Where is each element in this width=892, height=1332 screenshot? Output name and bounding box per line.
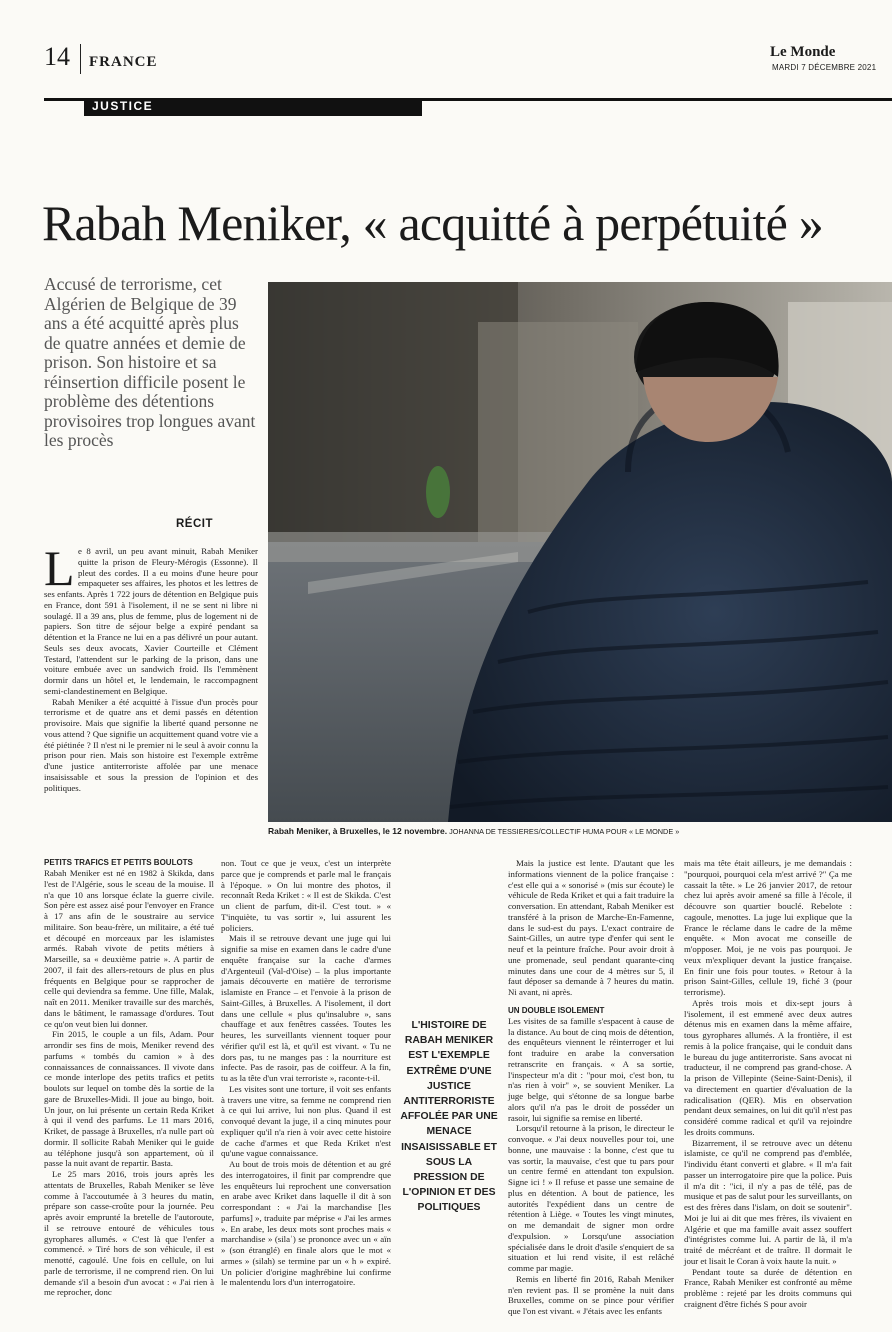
rubric-tag xyxy=(84,98,422,116)
article-column-3 xyxy=(508,858,674,1317)
paragraph: mais ma tête était ailleurs, je me demandais : "pourquoi, pourquoi cela m'est arrivé ?" Ça me cassait la tête. » Le 26 janvier 2017, de retour chez lui après avoir amené sa fille à l'école, il découvre son quartier bouclé. Rebelote : cagoule, menottes. La juge lui explique que la France le réclame dans le cadre de la même enquête. « Mon avocat me conseille de m'opposer. Moi, je ne vois pas pourquoi. Je veux m'expliquer devant la justice française. En finir une fois pour toutes. » Retour à la prison Saint-Gilles, cellule 19, fiché 3 (pour terrorisme). xyxy=(684,858,852,997)
paragraph: Rabah Meniker est né en 1982 à Skikda, dans l'est de l'Algérie, sous le sceau de la mouise. Il n'a que 10 ans lorsque éclate la guerre civile. Son père est assez aisé pour l'envoyer en France à 17 ans afin de le soustraire au service militaire. Son beau-frère, un militaire, a été tué et découpé en morceaux par les islamistes armés. Rabah vivote de petits métiers à Marseille, sa « deuxième patrie ». A partir de 2007, il fait des allers-retours de plus en plus fréquents en Belgique pour se rapprocher de celle qui deviendra sa femme. Une fille, Malak, naît en 2011. Meniker travaille sur des marchés, dans le bâtiment, le ramassage d'ordures. Tout ce qu'on veut bien lui donner. xyxy=(44,868,214,1029)
standfirst: Accusé de terrorisme, cet Algérien de Belgique de 39 ans a été acquitté après plus de quatre années et demie de prison. Son histoire et sa réinsertion difficile posent le problème des détentions provisoires trop longues avant les procès xyxy=(44,274,256,450)
intro-paragraph: Rabah Meniker a été acquitté à l'issue d'un procès pour terrorisme et de quatre ans et demi passés en détention provisoire. Mais que signifie la liberté quand personne ne vous attend ? Que signifie un acquittement quand votre vie a été piétinée ? Il n'est ni le premier ni le seul à avoir connu la prison pour rien. Mais son histoire est l'exemple extrême d'une justice antiterroriste affolée par une menace insaisissable et sous la pression de l'opinion et des politiques. xyxy=(44,696,258,793)
pull-quote: L'HISTOIRE DE RABAH MENIKER EST L'EXEMPLE EXTRÊME D'UNE JUSTICE ANTITERRORISTE AFFOLÉE PAR UNE MENACE INSAISISSABLE ET SOUS LA PRESSION DE L'OPINION ET DES POLITIQUES xyxy=(400,1020,498,1214)
article-column-4 xyxy=(684,858,852,1310)
drop-cap: L xyxy=(44,540,75,596)
paragraph: Remis en liberté fin 2016, Rabah Meniker n'en revient pas. Il se promène la nuit dans Bruxelles, comme on se pince pour vérifier que l'on est vivant. « J'étais avec les enfants xyxy=(508,1273,674,1316)
subheading: PETITS TRAFICS ET PETITS BOULOTS xyxy=(44,858,193,867)
photo-credit: JOHANNA DE TESSIERES/COLLECTIF HUMA POUR « LE MONDE » xyxy=(449,827,680,836)
caption-text: Rabah Meniker, à Bruxelles, le 12 novembre. xyxy=(268,826,448,836)
paragraph: Les visites sont une torture, il voit ses enfants à travers une vitre, sa femme ne comprend rien à ce qui lui arrive, lui non plus. Quand il est convoqué devant la juge, il a cinq minutes pour expliquer qu'il n'a rien à voir avec cette histoire de cache d'armes et que Reda Kriket n'est qu'une vague connaissance. xyxy=(221,1083,391,1159)
section-name: FRANCE xyxy=(89,54,158,70)
header-divider xyxy=(80,44,81,74)
paragraph: Mais la justice est lente. D'autant que les informations viennent de la police française : c'est elle qui a « sonorisé » (mis sur écoute) le véhicule de Reda Kriket et qui a fait traduire la conversation. En attendant, Rabah Meniker est transféré à la prison de Marche-En-Famenne, dans le sud-est du pays. L'exact contraire de Saint-Gilles, un autre type d'enfer qui sent le neuf et la peinture fraîche. Pour avoir droit à une promenade, seul pendant quarante-cinq minutes dans une cour de 4 mètres sur 5, il faut déposer sa demande à 7 heures du matin. Ni avant, ni après. xyxy=(508,858,674,997)
genre-label: RÉCIT xyxy=(176,518,213,530)
paragraph: Bizarrement, il se retrouve avec un détenu islamiste, ce qu'il ne comprend pas d'emblée, l'individu étant converti et glabre. « Il m'a fait passer un interrogatoire pire que la police. Puis il m'a dit : "ici, il n'y a pas de télé, pas de musique et pas de salut pour les surveillants, on est des frères dans l'islam, on doit se soutenir". Moi je lui ai dit que mes frères, ils vivaient en Algérie et que ma famille avait assez souffert d'intégristes comme lui. A partir de là, il m'a traité de mécréant et de traître. Il dormait le jour et lisait le Coran à voix haute la nuit. » xyxy=(684,1137,852,1266)
article-photo xyxy=(268,282,892,822)
subheading: UN DOUBLE ISOLEMENT xyxy=(508,1005,605,1015)
paragraph: Mais il se retrouve devant une juge qui lui signifie sa mise en examen dans le cadre d'une enquête française sur la cache d'armes d'Argenteuil (Val-d'Oise) – la plus importante jamais découverte en matière de terrorisme islamiste en France – et l'envoie à la prison de Saint-Gilles, à Bruxelles. A l'isolement, il dort dans une cellule « plus qu'insalubre », sans chauffage et aux fenêtres cassées. Toutes les heures, les surveillants viennent toquer pour vérifier qu'il est là, et qu'il est vivant. « Tu ne dors pas, tu ne manges pas : la nourriture est infecte. Pas de rasoir, pas de coiffeur. A la fin, tu as la tête d'un vrai terroriste », raconte-t-il. xyxy=(221,933,391,1083)
intro-paragraph: e 8 avril, un peu avant minuit, Rabah Meniker quitte la prison de Fleury-Mérogis (Essonne). Il pleut des cordes. Il a eu moins d'une heure pour empaqueter ses affaires, les photos et les lettres de ses enfants. Après 1 722 jours de détention en Belgique puis en France, dont 591 à l'isolement, il ne se sent ni libre ni soulagé. Il a 39 ans, plus de femme, plus de logement ni de papiers. Son titre de séjour belge a expiré pendant sa détention et la France ne lui en a pas délivré un pour autant. Seuls ses deux avocats, Xavier Courteille et Clément Testard, l'attendent sur le parking de la prison, dans une voiture embuée avec un sandwich froid. Ils l'emmènent dormir dans un hôtel et, le lendemain, le raccompagnent semi-clandestinement en Belgique. xyxy=(44,546,258,696)
paragraph: Fin 2015, le couple a un fils, Adam. Pour arrondir ses fins de mois, Meniker revend des parfums « tombés du camion » à des connaissances de connaissances. Il vivote dans ce monde interlope des petits trafics et petits boulots sur lequel on tombe dès la sortie de la gare de Bruxelles-Midi. Il joue au bingo, boit. Un jour, on lui présente un certain Reda Kriket à qui il vend des parfums. Le 11 mars 2016, Kriket, de passage à Bruxelles, n'a nulle part où dormir. Il sollicite Rabah Meniker qui le guide au téléphone jusqu'à son appartement, où il passe la nuit avant de repartir. Basta. xyxy=(44,1029,214,1169)
paragraph: Au bout de trois mois de détention et au gré des interrogatoires, il finit par comprendre que les enquêteurs lui reprochent une conversation en arabe avec Kriket dans laquelle il dit à son correspondant : « J'ai la marchandise [les parfums] », traduite par méprise « J'ai les armes ». En arabe, les deux mots sont proches mais « marchandise » (silaʿ) se prononce avec un « aïn » (son étranglé) en finale alors que le mot « armes » (silah) se termine par un « h » expiré. Un policier d'origine maghrébine lui confirme le malentendu lors d'un interrogatoire. xyxy=(221,1159,391,1288)
paragraph: Le 25 mars 2016, trois jours après les attentats de Bruxelles, Rabah Meniker se lève comme à l'accoutumée à 3 heures du matin, prépare son casse-croûte pour la journée. Peu après avoir emprunté la bretelle de l'autoroute, il se retrouve entouré de véhicules tous gyrophares allumés. « C'est là que l'enfer a commencé. » Tiré hors de son véhicule, il est menotté, cagoulé. Une fois en cellule, on lui parle de terrorisme, il ne comprend rien. On lui demande s'il a besoin d'un avocat : « J'ai rien à me reprocher, donc xyxy=(44,1169,214,1298)
rubric-label: JUSTICE xyxy=(92,99,154,113)
intro-column xyxy=(44,540,258,793)
paragraph: non. Tout ce que je veux, c'est un interprète parce que je comprends et parle mal le français à l'époque. » On lui montre des photos, il reconnaît Reda Kriket : « Il est de Skikda. C'est un client de parfum, dit-il. C'est tout. » « T'inquiète, tu vas sortir », lui assurent les policiers. xyxy=(221,858,391,933)
photo-caption xyxy=(268,826,892,836)
paragraph: Les visites de sa famille s'espacent à cause de la distance. Au bout de cinq mois de détention, des enquêteurs viennent le réinterroger et lui font traduire en arabe la conversation retranscrite en français. « A sa sortie, l'inspecteur m'a dit : "pour moi, c'est bon, tu n'as rien à voir" », se souvient Meniker. La juge belge, qui s'étonne de sa longue barbe alors qu'il n'a pas le droit de posséder un rasoir, lui signifie sa remise en liberté. xyxy=(508,1015,674,1123)
newspaper-logo: Le Monde xyxy=(770,44,836,60)
paragraph: Après trois mois et dix-sept jours à l'isolement, il est emmené avec deux autres détenus mis en examen dans la même affaire, tous gyrophares allumés. A la frontière, il est remis à la police française, qui le conduit dans le bureau du juge antiterroriste. Sans avocat ni traducteur, il ne comprend pas grand-chose. A la prison de Villepinte (Seine-Saint-Denis), il va directement en quartier d'évaluation de la radicalisation (QER). Mis en observation pendant deux semaines, on lui dit qu'il n'est pas considéré comme radical et qu'il va rejoindre les droits communs. xyxy=(684,997,852,1137)
headline: Rabah Meniker, « acquitté à perpétuité » xyxy=(42,195,823,251)
page-number: 14 xyxy=(44,42,70,71)
article-column-2 xyxy=(221,858,391,1288)
article-column-1 xyxy=(44,858,214,1298)
photo-man-in-puffer-jacket xyxy=(268,282,892,822)
issue-date: MARDI 7 DÉCEMBRE 2021 xyxy=(772,63,877,72)
paragraph: Pendant toute sa durée de détention en France, Rabah Meniker est confronté au même problème : rejeté par les droits communs qui craignent d'être fichés S pour avoir xyxy=(684,1266,852,1309)
paragraph: Lorsqu'il retourne à la prison, le directeur le convoque. « J'ai deux nouvelles pour toi, une bonne, une mauvaise : la bonne, c'est que tu vas sortir, la mauvaise, c'est que tu pars pour un centre fermé en attendant ton expulsion. Signe ici ! » Il refuse et passe une semaine de plus en détention. A bout de patience, les autorités l'expédient dans un centre de rétention à Liège. « Toutes les vingt minutes, on me demandait de signer mon ordre d'expulsion. » Lorsqu'une association spécialisée dans le droit d'asile s'enquiert de sa situation et lui rend visite, il est relâché comme par magie. xyxy=(508,1123,674,1273)
